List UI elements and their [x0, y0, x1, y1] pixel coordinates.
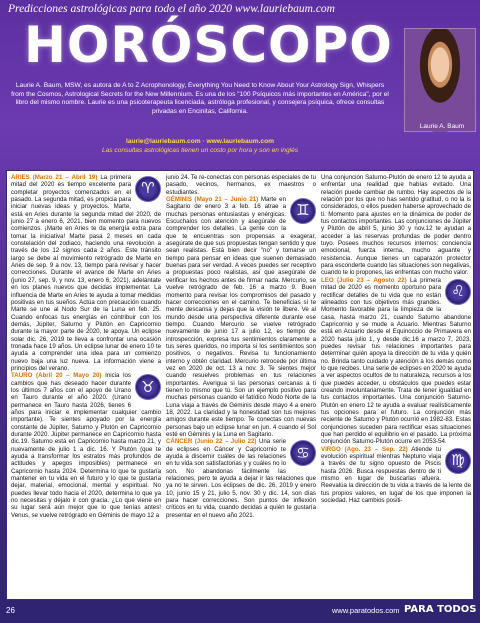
header	[0, 0, 480, 168]
virgo-icon: ♍	[445, 448, 471, 474]
cancer-text: Una serie de eclipses en Cáncer y Capricornio te ayuda a discernir cuáles de las relaciones en tu vida son satisfactorias y y cuáles no lo son. No abandonas fácilmente las relaciones, pero te ayuda a dejar ir las relaciones que ya no te sirven. Los eclipses de dic. 26, 2019 y enero 10, junio 15 y 21, julio 5, nov. 30 y dic. 14, son días para hacer correcciones. Son puntos de inflexión críticos en tu vida, cuando decidas a quién te gustaría presentar en el nuevo año 2021.	[166, 438, 316, 519]
geminis-text: Marte en Sagitario de enero 3 a feb. 16 atrae a muchas personas entusiastas y enérgicas. Escuchalos con atención y asegúrate de comprender los detalles. La gente con la que te encuentras son propensas a exagerar, asegúrate de que sus propuestas tengan sentido y que sean realistas. Está bien decir "no" y tomarse un tiempo para pensar en ideas que suenen demasiado buenas para ser verdad. A veces puedes ser receptivo a propuestas poco realistas, así que asegúrate de verificar los hechos antes de firmar nada. Mercurio, se vuelve retrógrado de feb. 16 a marzo 9. Buen momento para revisar los compromisos del pasado y hacer correcciones en el camino. Te beneficias si te mente descansa y dejas que la visión te libere. Ve al mundo desde una perspectiva diferente durante ese tiempo. Cuando Mercurio se vuelve retrógrado nuevamente de junio 17 a julio 12, es tiempo de introspección, expresa tus sentimientos claramente a tus seres queridos, no importa si los sentimientos son positivos, o negativos. Revisa tu funcionamiento interno y obtén claridad. Mercurio retrocede por última vez en 2020 de oct. 13 a nov. 3. Te sientes mejor cuando resuelves problemas en tus relaciones importantes. Averigua si las personas cercanas a ti tienen lo mismo que tú. Son un ejemplo positivo para muchas personas cuando el fatídico Nodo Norte de la Luna viaja a través de Géminis desde mayo 4 a enero 18, 2022. La claridad y la honestidad son tus mejores amigos durante este tiempo. Te conectas con nuevas personas bajo un eclipse lunar en jun. 4 cuando el Sol esté en Géminis y la Luna en Sagitario.	[166, 196, 316, 439]
cancer-heading: CÁNCER (Junio 22 – Julio 22)	[166, 438, 257, 446]
taurus-icon: ♉	[135, 374, 161, 400]
article-body	[6, 170, 474, 600]
cancer-icon: ♋	[290, 440, 316, 466]
footer-brand: PARA TODOS	[404, 604, 477, 615]
virgo-heading: VIRGO (Ago. 23 – Sep. 22)	[321, 445, 408, 453]
author-photo	[404, 28, 476, 132]
tauro-heading: TAURO (Abril 20 – Mayo 20)	[11, 372, 102, 380]
tagline-text: Predicciones astrológicas para todo el año 2020	[8, 3, 233, 15]
gemini-icon: ♊	[290, 198, 316, 224]
aries-heading: ARIES (Marzo 21 – Abril 19)	[11, 174, 98, 181]
author-intro: Laurie A. Baum, MSW, es autora de A to Z Acrophonology, Everything You Need to Know About Your Astrology Sign, Whispers from the Cosmos, Astrological Secrets for the New Millennium. Es una de los "100 Psíquicos más importantes en América", por el libro del mismo nombre. Laurie es una psicoterapeuta licenciada, astróloga profesional, y consejera psíquica, ofrece consultas privadas en Encinitas, California.	[11, 82, 389, 115]
tauro-continued: junio 24. Te re-conectas con personas especiales de tu pasado, vecinos, hermanos, ex maestros o estudiantes.	[166, 174, 316, 196]
leo-section	[321, 277, 471, 446]
leo-heading: LEO (Julio 23 – Agosto 22)	[321, 276, 407, 284]
tauro-text: Inicia los cambios que has deseado hacer durante los últimos 7 años con el apoyo de Urano en Tauro durante el año 2020. (Urano permanece en Tauro hasta 2026, tienes 6 años para iniciar e implementar cualquier cambio importante). Te sientes apoyado por la energía constante de Júpiter, Saturno y Plutón en Capricornio durante 2020. Júpiter permanece en Capricornio hasta dic.19. Saturno está en Capricornio hasta marzo 21, y nuevamente de julio 1 a dic. 16. Y Plutón (que te ayuda a transformar los estratos más profundos de actitudes y apegos imposibles) permanece en Capricornio hasta 2024. Determina lo que te gustaría mantener en tu vida en el futuro y lo que te gustaría dejar, material, emocional, mental y espiritual. No puedes llevar todo hacia el 2020, determina lo que ya no necesitas y déjalo ir con gracia. ¿Lo que viene en su lugar será aún mejor que lo que tenías antes! Venus, se vuelve retrógrado en Géminis de mayo 12 a	[11, 372, 161, 519]
aries-text: La primera mitad del 2020 es tiempo excelente para completar proyectos comenzados en el pasado. La segunda mitad, es propicia para iniciar nuevas ideas y proyectos. Marte, está en Aries durante la segunda mitad del 2020, de junio 27 a enero 6, 2021, bien momento para nuevos comienzos. ¡Marte en Aries te da energía extra para tomar la iniciativa! Marte pasa 2 meses en cada constelación del zodiaco, haciendo una revolución a través de los 12 signos cada 2 años. Este tránsito largo se debe al movimiento retrógrado de Marte en Aries de sep. 9 a nov. 13, tiempo para revisar y hacer correcciones. Durante el avance de Marte en Aries (junio 27, sep. 9, y nov. 13, enero 6, 2021), adelántate en los planes nuevos que decidas implementar. La influencia de Marte en Aries te ayuda a tomar medidas positivas en tus sueños. Actúa con precaución cuando Marte se une al Nodo Sur de la Luna en feb. 25. Cuando enfocas tus energías en contribuir con los demás, Júpiter, Saturno y Plutón en Capricornio durante la mayor parte de 2020, te apoya. Un eclipse solar dic. 26, 2019 te lleva a confrontar una ocasión tronada hace 19 años. Un eclipse lunar de enero 10 te ayuda a comprender una idea para un comienzo nuevo baja una luz nueva. La información viene a principios del verano.	[11, 174, 161, 372]
geminis-section	[166, 196, 316, 438]
page-number: 26	[6, 606, 15, 615]
page-title: HORÓSCOPO	[24, 16, 393, 74]
aries-icon: ♈	[135, 176, 161, 202]
website-link[interactable]: www.lauriebaum.com	[234, 3, 335, 15]
column-3	[321, 174, 471, 504]
geminis-heading: GÉMINIS (Mayo 21 – Junio 21)	[166, 196, 259, 204]
cancer-continued: Una conjunción Saturno-Plutón de enero 12 te ayuda a enfrentar una realidad que habías evitado. Una relación puede cambiar de rumbo. Hay aspectos de la relación por los que no has sentido gratitud, o no la is considerados, o ellos pueden haberse aprovechado de ti. Momento para ajustes en la dinámica de poder de tus contactos importantes. Las conjunciones de Júpiter y Plutón de abril 5, junio 30 y nov.12 te ayudan a acceder a las reservas profundas de poder dentro tuyo. Posees muchos recursos internos: conciencia emocional, fuerza interna, mucho aguante y resistencia. Aunque tienes un caparazón protector para esconderte cuando las situaciones son negativas, cuando te lo propones, las enfrentas con mucho valor.	[321, 174, 471, 277]
column-1	[11, 174, 161, 519]
tagline	[8, 3, 472, 15]
aries-section	[11, 174, 161, 372]
contact-email[interactable]: laurie@lauriebaum.com · www.lauriebaum.com	[126, 138, 274, 145]
virgo-text: Atiende tu evolución espiritual mientras Neptuno viaja a través de tu signo opuesto de Piscis hasta 2026. Busca respuestas dentro de ti mismo en lugar de buscarlas afuera. Reevalúa la dirección de tu vida a través de la lente de tus propios valores, en lugar de los que imponen la sociedad. Haz cambios positi-	[321, 445, 471, 505]
leo-icon: ♌	[445, 279, 471, 305]
column-2	[166, 174, 316, 519]
photo-caption: Laurie A. Baum	[419, 123, 465, 130]
contact-note: Las consultas astrológicas tienen un costo por hora y son en inglés	[101, 146, 299, 154]
footer-website[interactable]: www.paratodos.com	[332, 606, 400, 615]
leo-text: La primera mitad de 2020 es momento oportuno para rectificar detalles de tu vida que no están alineados con tus objetivos más grandes. Momento favorable para la limpieza de la casa, hasta marzo 21, cuando Saturno abandone Capricornio y se mude a Acuario. Mientras Saturno está en Acuario desde el Equinoccio de Primavera en 2020 hasta julio 1, y desde dic.16 a marzo 7, 2023, puedes revisar tus relaciones importantes para determinar quién apoya la dirección de tu vida y quién no. Brinda tanto cuidado y atención a los demás como lo que recibes. Una serie de eclipses en 2020 te ayuda a ver aspectos ocultos de tu naturaleza, recursos a los que puedes acceder, u obstáculos que puedes estar creando involuntariamente. Trata de tener igualdad en tus contactos importantes. Una conjunción Saturno-Plutón en enero 12 te ayuda a evaluar realísticamente tus opciones para el futuro. La conjunción más reciente de Saturno y Plutón ocurrió en 1982-83. Estas conjunciones suceden para rectificar esas situaciones que han perdido el equilibrio en el pasado. La próxima conjunción Saturno-Plutón ocurre en 2053-54.	[321, 276, 471, 446]
contact-block	[10, 138, 390, 155]
